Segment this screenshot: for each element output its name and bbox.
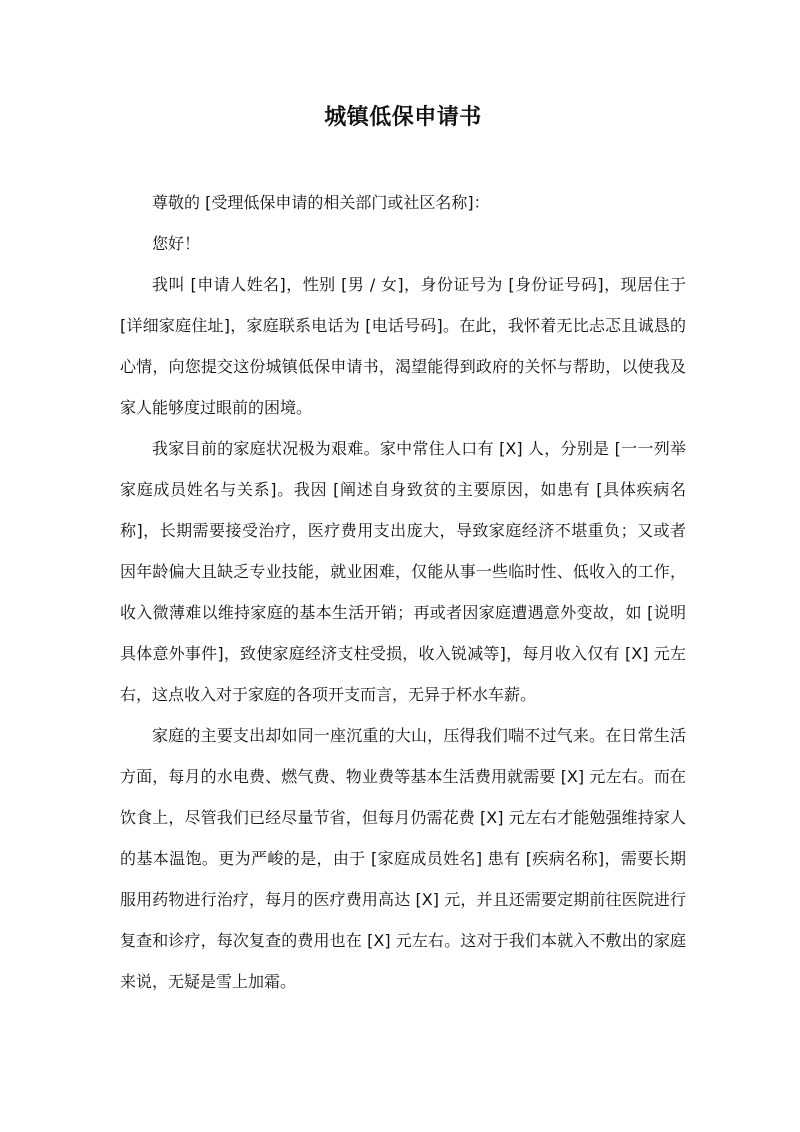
salutation: 尊敬的 [受理低保申请的相关部门或社区名称]： (152, 193, 490, 212)
paragraph-applicant-info: 我叫 [申请人姓名]，性别 [男 / 女]，身份证号为 [身份证号码]，现居住于 [详细家庭住址]，家庭联系电话为 [电话号码]。在此，我怀着无比忐忑且诚恳的心情，向您提交这份城镇低保申请书，渴望能得到政府的关怀与帮助，以使我及家人能够度过眼前的困境。 (120, 275, 686, 417)
paragraph-family-situation: 我家目前的家庭状况极为艰难。家中常住人口有 [X] 人，分别是 [一一列举家庭成员姓名与关系]。我因 [阐述自身致贫的主要原因，如患有 [具体疾病名称]，长期需要接受治疗，医疗费用支出庞大，导致家庭经济不堪重负；又或者因年龄偏大且缺乏专业技能，就业困难，仅能从事一些临时性、低收入的工作，收入微薄难以维持家庭的基本生活开销；再或者因家庭遭遇意外变故，如 [说明具体意外事件]，致使家庭经济支柱受损，收入锐减等]，每月收入仅有 [X] 元左右，这点收入对于家庭的各项开支而言，无异于杯水车薪。 (120, 439, 686, 704)
document-title: 城镇低保申请书 (324, 105, 482, 130)
paragraph-expenses: 家庭的主要支出却如同一座沉重的大山，压得我们喘不过气来。在日常生活方面，每月的水电费、燃气费、物业费等基本生活费用就需要 [X] 元左右。而在饮食上，尽管我们已经尽量节省，但每月仍需花费 [X] 元左右才能勉强维持家人的基本温饱。更为严峻的是，由于 [家庭成员姓名] 患有 [疾病名称]，需要长期服用药物进行治疗，每月的医疗费用高达 [X] 元，并且还需要定期前往医院进行复查和诊疗，每次复查的费用也在 [X] 元左右。这对于我们本就入不敷出的家庭来说，无疑是雪上加霜。 (120, 726, 686, 991)
document-body (120, 182, 686, 1002)
greeting: 您好！ (152, 234, 201, 253)
